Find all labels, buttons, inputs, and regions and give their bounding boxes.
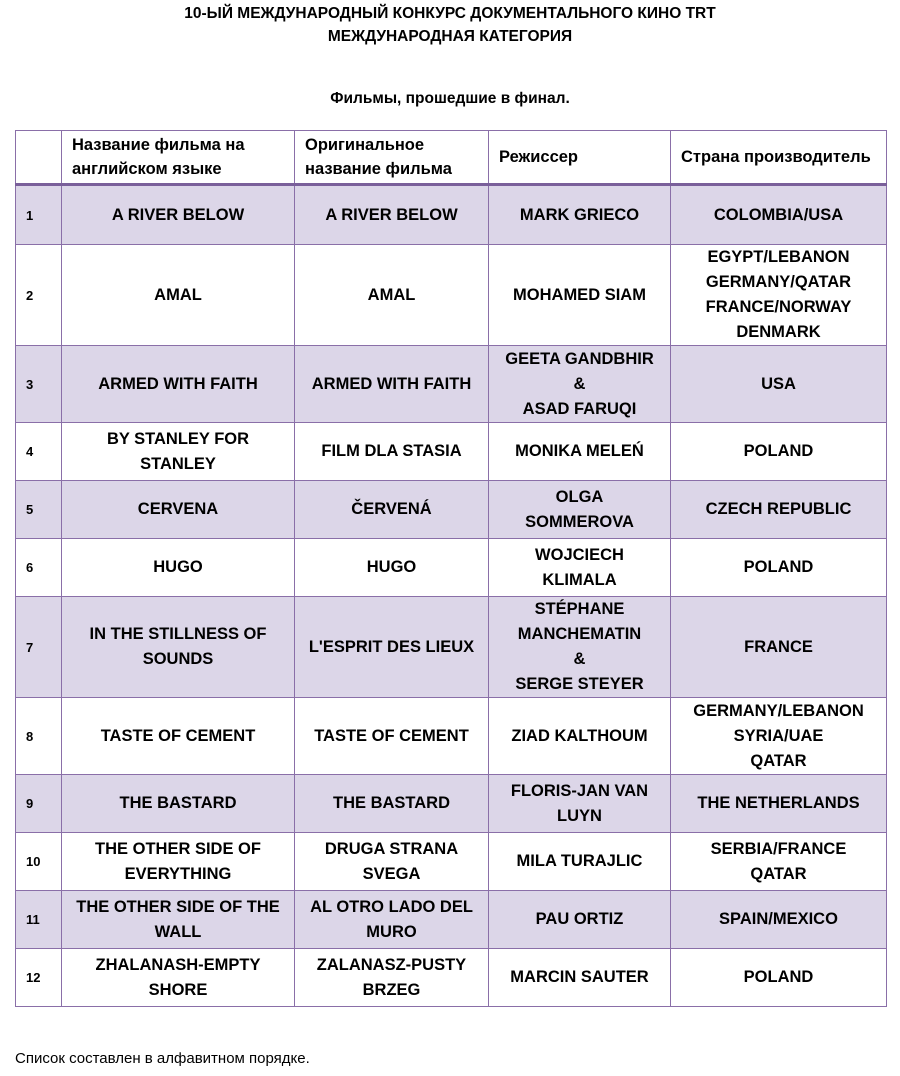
- table-row: [16, 423, 887, 481]
- director-cell: MOHAMED SIAM: [489, 245, 671, 346]
- row-number-cell: 3: [16, 346, 62, 423]
- table-body: [16, 185, 887, 1007]
- row-number-cell: 10: [16, 833, 62, 891]
- english-title-cell: BY STANLEY FOR STANLEY: [62, 423, 295, 481]
- director-cell: OLGA SOMMEROVA: [489, 481, 671, 539]
- original-title-cell: THE BASTARD: [295, 775, 489, 833]
- row-number-cell: 8: [16, 698, 62, 775]
- finalists-table: [15, 130, 887, 1007]
- table-header-row: [16, 131, 887, 185]
- original-title-cell: L'ESPRIT DES LIEUX: [295, 597, 489, 698]
- country-cell: SPAIN/MEXICO: [671, 891, 887, 949]
- row-number-cell: 4: [16, 423, 62, 481]
- row-number-cell: 7: [16, 597, 62, 698]
- table-row: [16, 833, 887, 891]
- row-number-cell: 6: [16, 539, 62, 597]
- english-title-cell: IN THE STILLNESS OF SOUNDS: [62, 597, 295, 698]
- country-cell: GERMANY/LEBANON SYRIA/UAE QATAR: [671, 698, 887, 775]
- director-cell: GEETA GANDBHIR & ASAD FARUQI: [489, 346, 671, 423]
- original-title-cell: AMAL: [295, 245, 489, 346]
- english-title-cell: THE OTHER SIDE OF EVERYTHING: [62, 833, 295, 891]
- english-title-cell: ZHALANASH-EMPTY SHORE: [62, 949, 295, 1007]
- director-cell: STÉPHANE MANCHEMATIN & SERGE STEYER: [489, 597, 671, 698]
- row-number-cell: 1: [16, 185, 62, 245]
- table-row: [16, 185, 887, 245]
- row-number-cell: 2: [16, 245, 62, 346]
- country-cell: USA: [671, 346, 887, 423]
- country-cell: POLAND: [671, 539, 887, 597]
- table-row: [16, 245, 887, 346]
- english-title-cell: HUGO: [62, 539, 295, 597]
- director-cell: FLORIS-JAN VAN LUYN: [489, 775, 671, 833]
- header-english-title: Название фильма на английском языке: [62, 131, 295, 185]
- table-row: [16, 891, 887, 949]
- table-row: [16, 597, 887, 698]
- original-title-cell: FILM DLA STASIA: [295, 423, 489, 481]
- table-row: [16, 539, 887, 597]
- document-subtitle: Фильмы, прошедшие в финал.: [330, 90, 570, 107]
- director-cell: MONIKA MELEŃ: [489, 423, 671, 481]
- table-row: [16, 346, 887, 423]
- country-cell: SERBIA/FRANCE QATAR: [671, 833, 887, 891]
- table-row: [16, 698, 887, 775]
- country-cell: POLAND: [671, 423, 887, 481]
- english-title-cell: A RIVER BELOW: [62, 185, 295, 245]
- footer-note: Список составлен в алфавитном порядке.: [15, 1050, 310, 1067]
- country-cell: CZECH REPUBLIC: [671, 481, 887, 539]
- original-title-cell: ARMED WITH FAITH: [295, 346, 489, 423]
- director-cell: MARK GRIECO: [489, 185, 671, 245]
- original-title-cell: ZALANASZ-PUSTY BRZEG: [295, 949, 489, 1007]
- original-title-cell: AL OTRO LADO DEL MURO: [295, 891, 489, 949]
- country-cell: FRANCE: [671, 597, 887, 698]
- country-cell: EGYPT/LEBANON GERMANY/QATAR FRANCE/NORWAY DENMARK: [671, 245, 887, 346]
- header-num: [16, 131, 62, 185]
- table-row: [16, 481, 887, 539]
- english-title-cell: AMAL: [62, 245, 295, 346]
- director-cell: MARCIN SAUTER: [489, 949, 671, 1007]
- english-title-cell: THE BASTARD: [62, 775, 295, 833]
- row-number-cell: 9: [16, 775, 62, 833]
- english-title-cell: CERVENA: [62, 481, 295, 539]
- header-country: Страна производитель: [671, 131, 887, 185]
- row-number-cell: 11: [16, 891, 62, 949]
- original-title-cell: A RIVER BELOW: [295, 185, 489, 245]
- table-row: [16, 775, 887, 833]
- english-title-cell: THE OTHER SIDE OF THE WALL: [62, 891, 295, 949]
- document-title-line2: МЕЖДУНАРОДНАЯ КАТЕГОРИЯ: [327, 28, 573, 45]
- original-title-cell: ČERVENÁ: [295, 481, 489, 539]
- director-cell: WOJCIECH KLIMALA: [489, 539, 671, 597]
- director-cell: MILA TURAJLIC: [489, 833, 671, 891]
- document-title-line1: 10-ЫЙ МЕЖДУНАРОДНЫЙ КОНКУРС ДОКУМЕНТАЛЬНОГО КИНО TRT: [184, 5, 716, 22]
- director-cell: ZIAD KALTHOUM: [489, 698, 671, 775]
- english-title-cell: ARMED WITH FAITH: [62, 346, 295, 423]
- director-cell: PAU ORTIZ: [489, 891, 671, 949]
- original-title-cell: TASTE OF CEMENT: [295, 698, 489, 775]
- row-number-cell: 5: [16, 481, 62, 539]
- original-title-cell: DRUGA STRANA SVEGA: [295, 833, 489, 891]
- header-director: Режиссер: [489, 131, 671, 185]
- table-row: [16, 949, 887, 1007]
- original-title-cell: HUGO: [295, 539, 489, 597]
- header-original-title: Оригинальное название фильма: [295, 131, 489, 185]
- english-title-cell: TASTE OF CEMENT: [62, 698, 295, 775]
- row-number-cell: 12: [16, 949, 62, 1007]
- country-cell: COLOMBIA/USA: [671, 185, 887, 245]
- country-cell: THE NETHERLANDS: [671, 775, 887, 833]
- country-cell: POLAND: [671, 949, 887, 1007]
